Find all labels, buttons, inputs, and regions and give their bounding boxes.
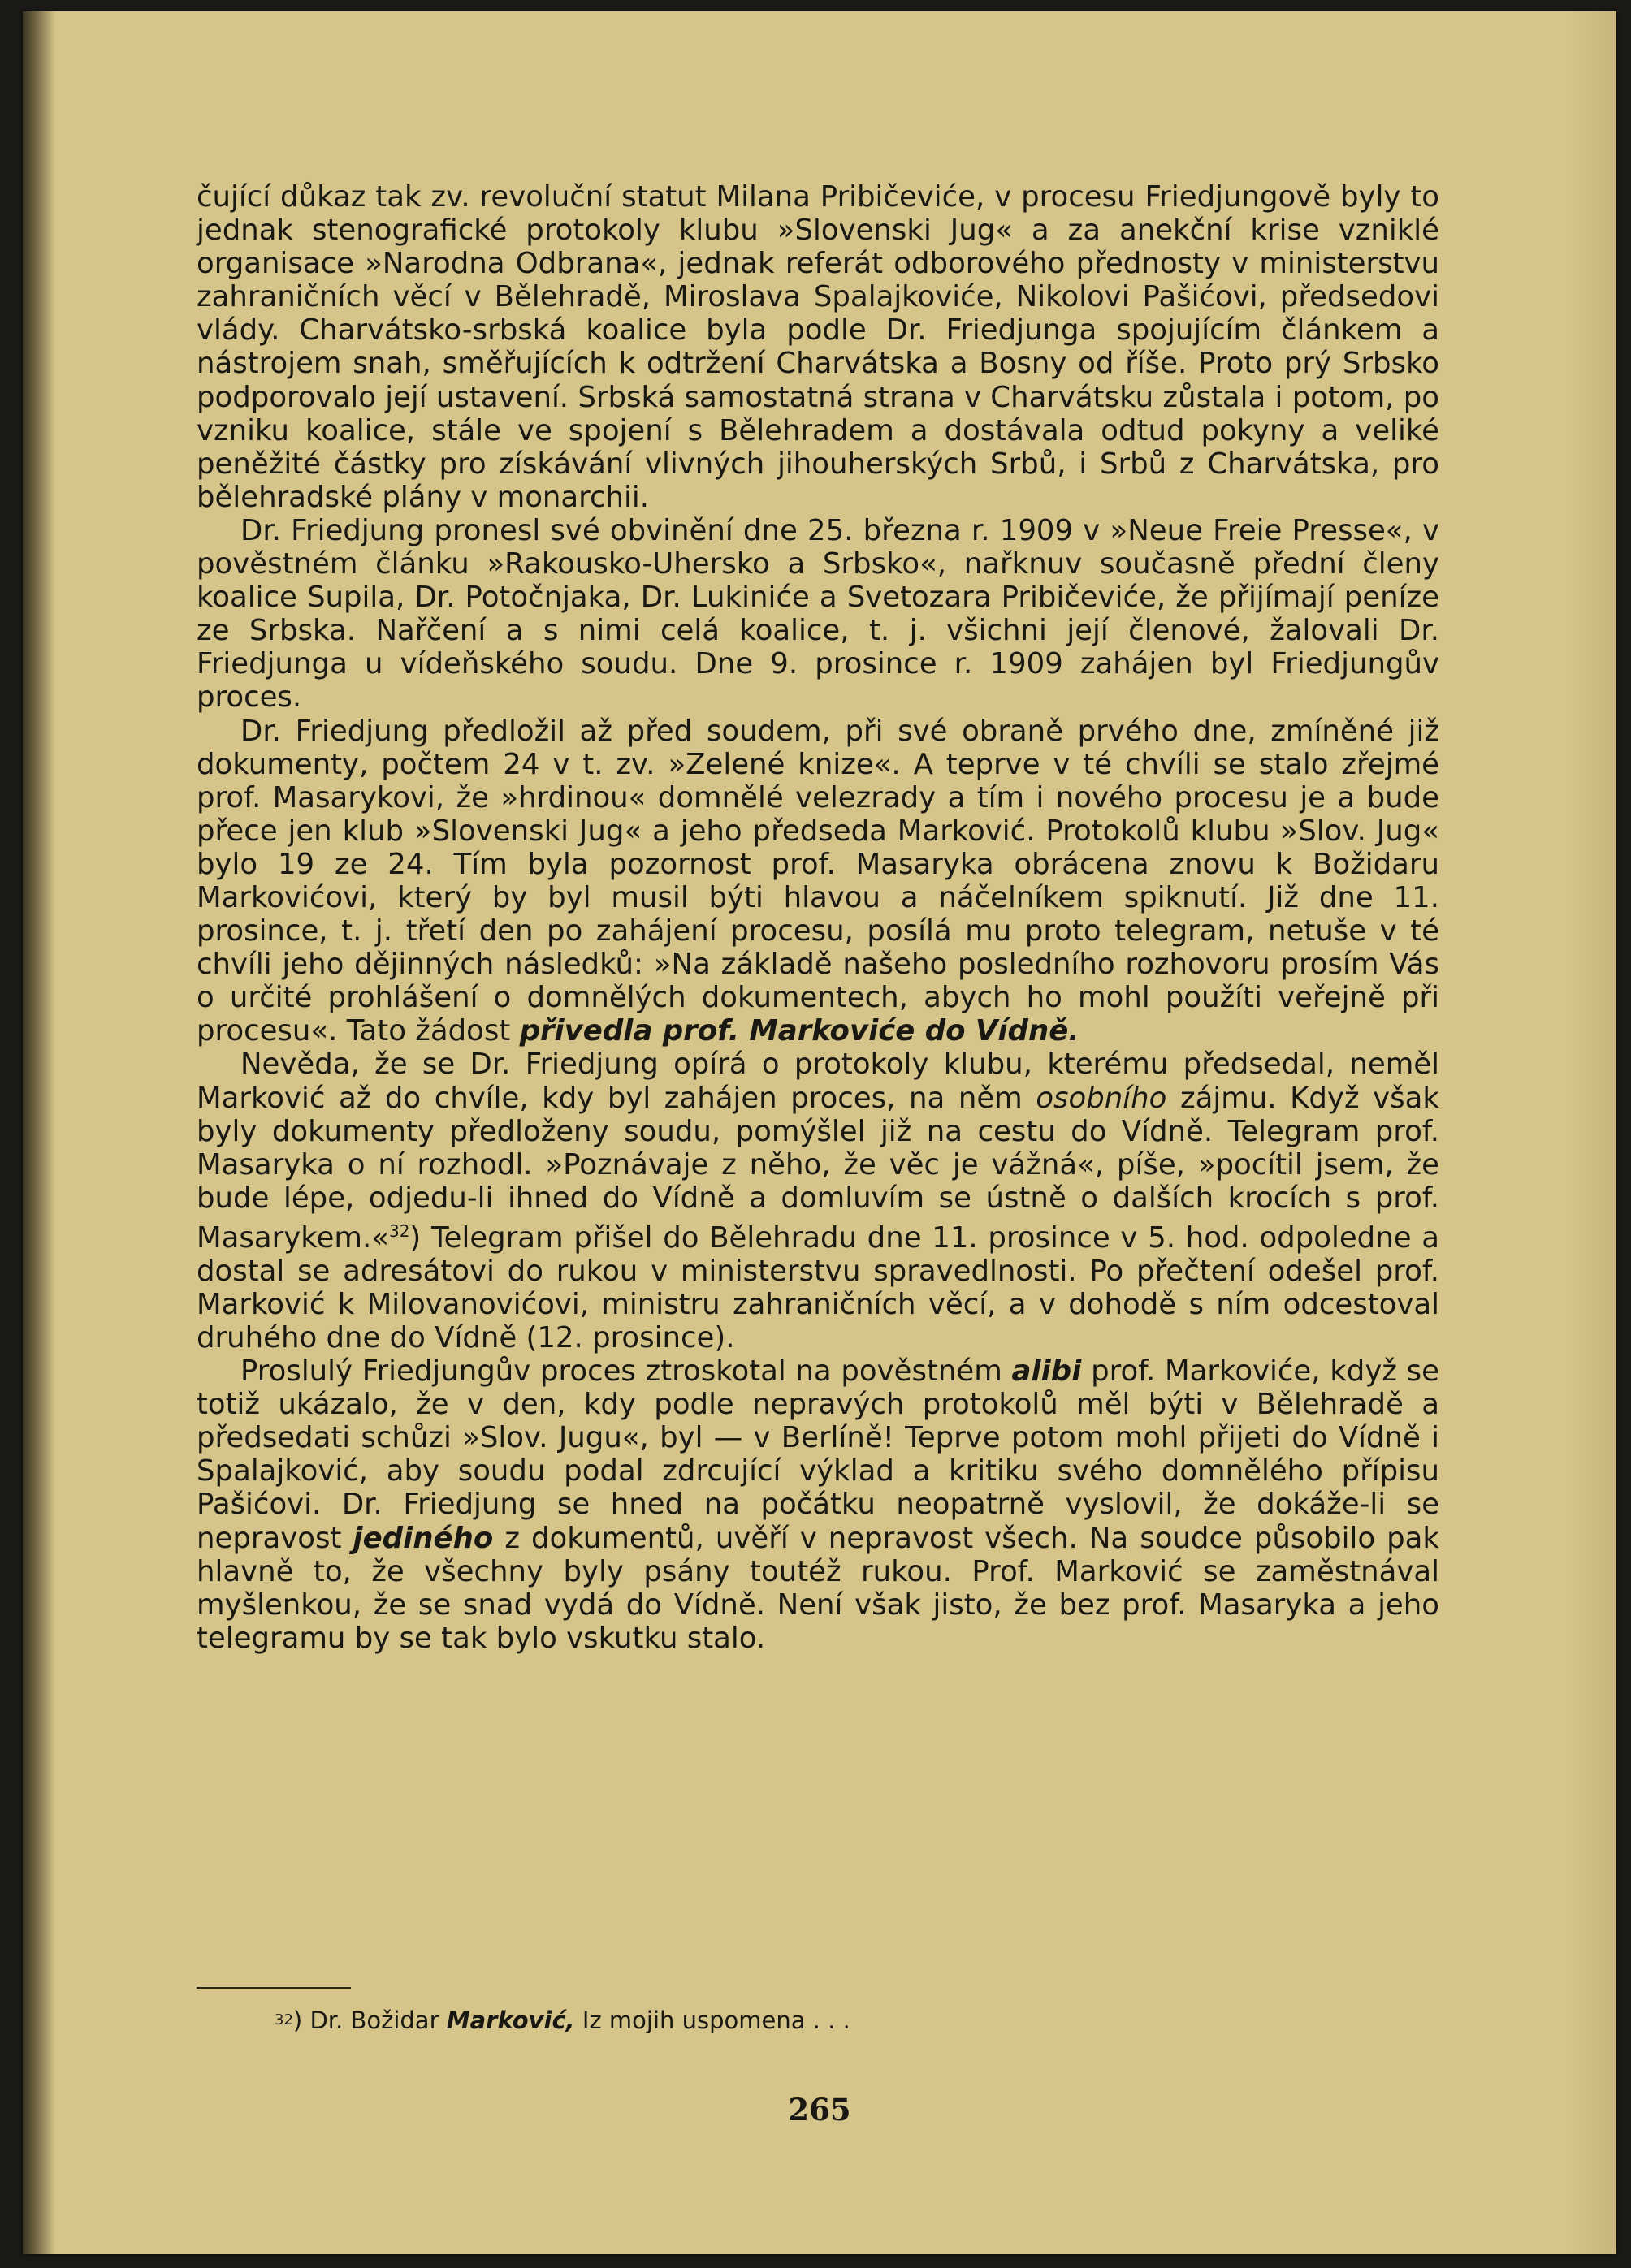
emphasis-privedla: přivedla prof. Markoviće do Vídně. bbox=[519, 1014, 1079, 1048]
page-number: 265 bbox=[788, 2092, 851, 2128]
paragraph-2: Dr. Friedjung pronesl své obvinění dne 25. března r. 1909 v »Neue Freie Presse«, v pověstném článku »Rakousko-Uhersko a Srbsko«, nařknuv současně přední členy koalice Supila, Dr. Potočnjaka, Dr. Lukiniće a Svetozara Pribičeviće, že přijímají peníze ze Srbska. Nařčení a s nimi celá koalice, t. j. všichni její členové, žalovali Dr. Friedjunga u vídeňského soudu. Dne 9. prosince r. 1909 zahájen byl Friedjungův proces. bbox=[197, 513, 1439, 715]
body-text bbox=[197, 180, 1439, 1655]
paragraph-3: Dr. Friedjung předložil až před soudem, při své obraně prvého dne, zmíněné již dokumenty, počtem 24 v t. zv. »Zelené knize«. A teprve v té chvíli se stalo zřejmé prof. Masarykovi, že »hrdinou« domnělé velezrady a tím i nového procesu je a bude přece jen klub »Slovenski Jug« a jeho předseda Marković. Protokolů klubu »Slov. Jug« bylo 19 ze 24. Tím byla pozornost prof. Masaryka obrácena znovu k Božidaru Markovićovi, který by byl musil býti hlavou a náčelníkem spiknutí. Již dne 11. prosince, t. j. třetí den po zahájení procesu, posílá mu proto telegram, netuše v té chvíli jeho dějinných následků: »Na základě našeho posledního rozhovoru prosím Vás o určité prohlášení o domnělých dokumentech, abych ho mohl použíti veřejně při procesu«. Tato žádost přivedla prof. Markoviće do Vídně. bbox=[197, 714, 1439, 1048]
footnote-divider bbox=[197, 1987, 351, 1989]
book-page bbox=[23, 11, 1616, 2254]
emphasis-osobniho: osobního bbox=[1036, 1081, 1167, 1115]
footnote-author-prefix: ) Dr. Božidar bbox=[292, 2007, 439, 2034]
emphasis-jedineho: jediného bbox=[353, 1521, 494, 1555]
footnote-title: Iz mojih uspomena . . . bbox=[582, 2007, 850, 2034]
footnote-reference: 32 bbox=[388, 1220, 410, 1241]
emphasis-alibi: alibi bbox=[1011, 1354, 1082, 1389]
paragraph-4: Nevěda, že se Dr. Friedjung opírá o protokoly klubu, kterému předsedal, neměl Marković až do chvíle, kdy byl zahájen proces, na něm osobního zájmu. Když však byly dokumenty předloženy soudu, pomýšlel již na cestu do Vídně. Telegram prof. Masaryka o ní rozhodl. »Poznávaje z něho, že věc je vážná«, píše, »pocítil jsem, že bude lépe, odjedu-li ihned do Vídně a domluvím se ústně o dalších krocích s prof. Masarykem.«$^{32}$) Telegram přišel do Bělehradu dne 11. prosince v 5. hod. odpoledne a dostal se adresátovi do rukou v ministerstvu spravedlnosti. Po přečtení odešel prof. Marković k Milovanovićovi, ministru zahraničních věcí, a v dohodě s ním odcestoval druhého dne do Vídně (12. prosince). bbox=[197, 1048, 1439, 1355]
footnote-author-name: Marković, bbox=[446, 2007, 575, 2034]
footnote bbox=[275, 2006, 850, 2035]
paragraph-1: čující důkaz tak zv. revoluční statut Milana Pribičeviće, v procesu Friedjungově byly to jednak stenografické protokoly klubu »Slovenski Jug« a za anekční krise vzniklé organisace »Narodna Odbrana«, jednak referát odborového přednosty v ministerstvu zahraničních věcí v Bělehradě, Miroslava Spalajkoviće, Nikolovi Pašićovi, předsedovi vlády. Charvátsko-srbská koalice byla podle Dr. Friedjunga spojujícím článkem a nástrojem snah, směřujících k odtržení Charvátska a Bosny od říše. Proto prý Srbsko podporovalo její ustavení. Srbská samostatná strana v Charvátsku zůstala i potom, po vzniku koalice, stále ve spojení s Bělehradem a dostávala odtud pokyny a veliké peněžité částky pro získávání vlivných jihouherských Srbů, i Srbů z Charvátska, pro bělehradské plány v monarchii. bbox=[197, 180, 1439, 514]
footnote-marker: 32 bbox=[275, 2011, 293, 2028]
book-spine bbox=[23, 11, 55, 2254]
paragraph-5: Proslulý Friedjungův proces ztroskotal na pověstném alibi prof. Markoviće, když se totiž ukázalo, že v den, kdy podle nepravých protokolů měl býti v Bělehradě a předsedati schůzi »Slov. Jugu«, byl — v Berlíně! Teprve potom mohl přijeti do Vídně i Spalajković, aby soudu podal zdrcující výklad a kritiku svého domnělého přípisu Pašićovi. Dr. Friedjung se hned na počátku neopatrně vyslovil, že dokáže-li se nepravost jediného z dokumentů, uvěří v nepravost všech. Na soudce působilo pak hlavně to, že všechny byly psány toutéž rukou. Prof. Marković se zaměstnával myšlenkou, že se snad vydá do Vídně. Není však jisto, že bez prof. Masaryka a jeho telegramu by se tak bylo vskutku stalo. bbox=[197, 1354, 1440, 1655]
